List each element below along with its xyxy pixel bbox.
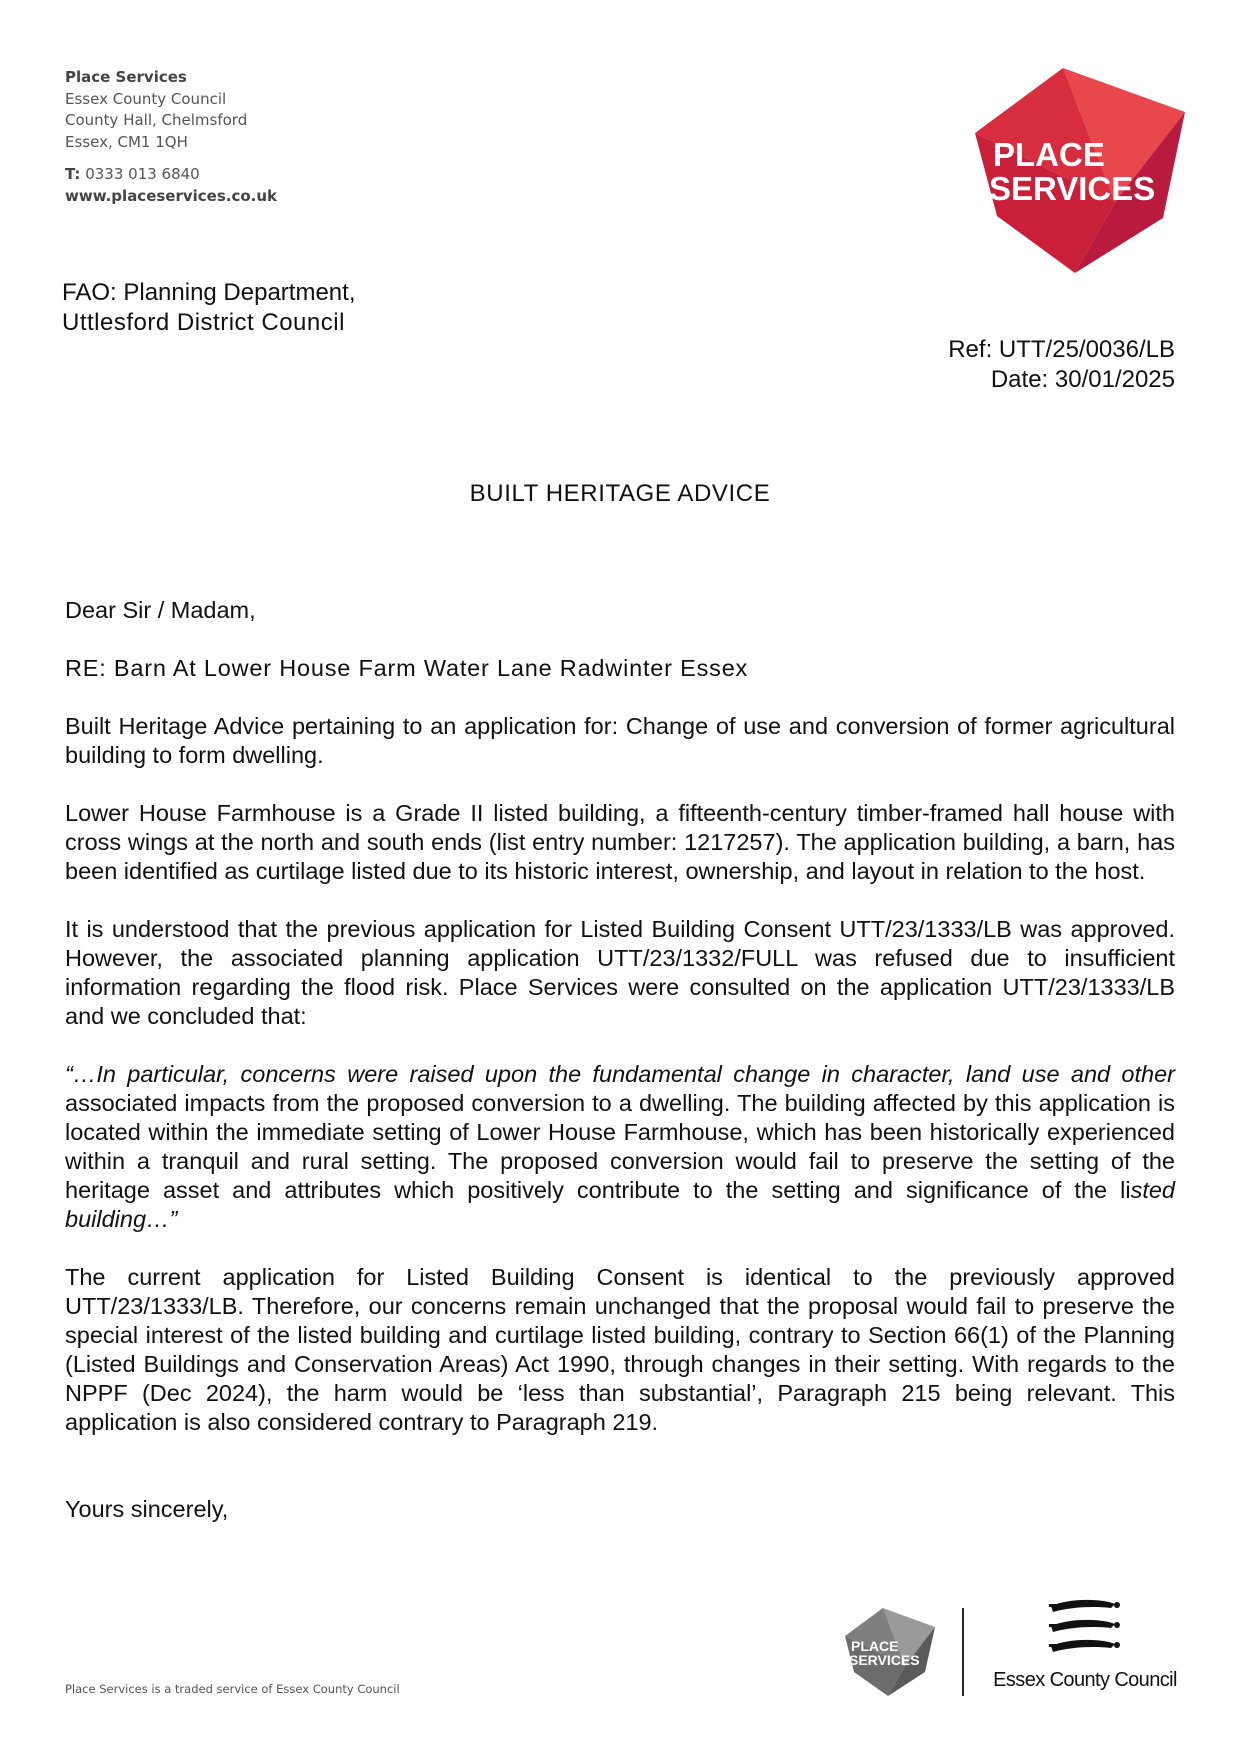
- addressee-line-1: FAO: Planning Department,: [62, 279, 356, 306]
- reference-block: [948, 335, 1175, 395]
- salutation: Dear Sir / Madam,: [65, 597, 256, 623]
- quote-italic-end: sted building…”: [65, 1177, 1175, 1232]
- paragraph-previous-application: It is understood that the previous application for Listed Building Consent UTT/23/1333/LB was approved. However, the associated planning application UTT/23/1332/FULL was refused due to insufficient information regarding the flood risk. Place Services were consulted on the application UTT/23/1333/LB and we concluded that:: [65, 916, 1175, 1029]
- seaxes-icon: [1045, 1598, 1125, 1660]
- paragraph-current-application: The current application for Listed Building Consent is identical to the previously approved UTT/23/1333/LB. Therefore, our concerns remain unchanged that the proposal would fail to preserve the special interest of the listed building and curtilage listed building, contrary to Section 66(1) of the Planning (Listed Buildings and Conservation Areas) Act 1990, through changes in their setting. With regards to the NPPF (Dec 2024), the harm would be ‘less than substantial’, Paragraph 215 being relevant. This application is also considered contrary to Paragraph 219.: [65, 1264, 1175, 1435]
- letter-body: [65, 596, 1175, 1553]
- phone-number: 0333 013 6840: [85, 165, 200, 183]
- essex-county-council-name: Essex County Council: [993, 1669, 1177, 1691]
- quote-body: associated impacts from the proposed conversion to a dwelling. The building affected by this application is located within the immediate setting of Lower House Farmhouse, which has been historically experienced within a tranquil and rural setting. The proposed conversion would fail to preserve the setting of the heritage asset and attributes which positively contribute to the setting and significance of the li: [65, 1090, 1175, 1203]
- quote-italic-start: “…In particular, concerns were raised upon the fundamental change in character, land use and other: [65, 1061, 1175, 1087]
- reference-number: Ref: UTT/25/0036/LB: [948, 336, 1175, 363]
- logo-text-line1: PLACE: [993, 136, 1105, 173]
- place-services-logo: [975, 68, 1195, 273]
- closing: Yours sincerely,: [65, 1496, 229, 1522]
- sender-address-line: Essex, CM1 1QH: [65, 132, 188, 151]
- place-services-small-logo: [845, 1608, 939, 1696]
- sender-phone: [65, 164, 277, 186]
- small-logo-text-line2: SERVICES: [849, 1652, 920, 1668]
- subject-line: RE: Barn At Lower House Farm Water Lane Radwinter Essex: [65, 655, 749, 681]
- paragraph-application: Built Heritage Advice pertaining to an application for: Change of use and conversion of former agricultural building to form dwelling.: [65, 713, 1175, 768]
- sender-address-line: County Hall, Chelmsford: [65, 111, 248, 129]
- essex-county-council-logo: [985, 1598, 1185, 1698]
- phone-label: T:: [65, 165, 81, 183]
- addressee-block: [62, 278, 355, 338]
- quoted-conclusion: [65, 1060, 1175, 1234]
- sender-block: [65, 67, 277, 207]
- letter-date: Date: 30/01/2025: [990, 366, 1175, 393]
- footer-logo-divider: [962, 1608, 964, 1696]
- sender-address-line: Essex County Council: [65, 89, 227, 108]
- sender-website: www.placeservices.co.uk: [65, 186, 278, 205]
- small-logo-text-line1: PLACE: [851, 1638, 899, 1654]
- paragraph-listed-building: Lower House Farmhouse is a Grade II listed building, a fifteenth-century timber-framed hall house with cross wings at the north and south ends (list entry number: 1217257). The application building, a barn, has been identified as curtilage listed due to its historic interest, ownership, and layout in relation to the host.: [65, 800, 1175, 884]
- logo-text-line2: SERVICES: [989, 170, 1156, 207]
- footer-note: Place Services is a traded service of Essex County Council: [65, 1682, 400, 1696]
- document-heading: BUILT HERITAGE ADVICE: [469, 480, 771, 507]
- addressee-line-2: Uttlesford District Council: [62, 309, 345, 336]
- sender-org: Place Services: [65, 68, 187, 86]
